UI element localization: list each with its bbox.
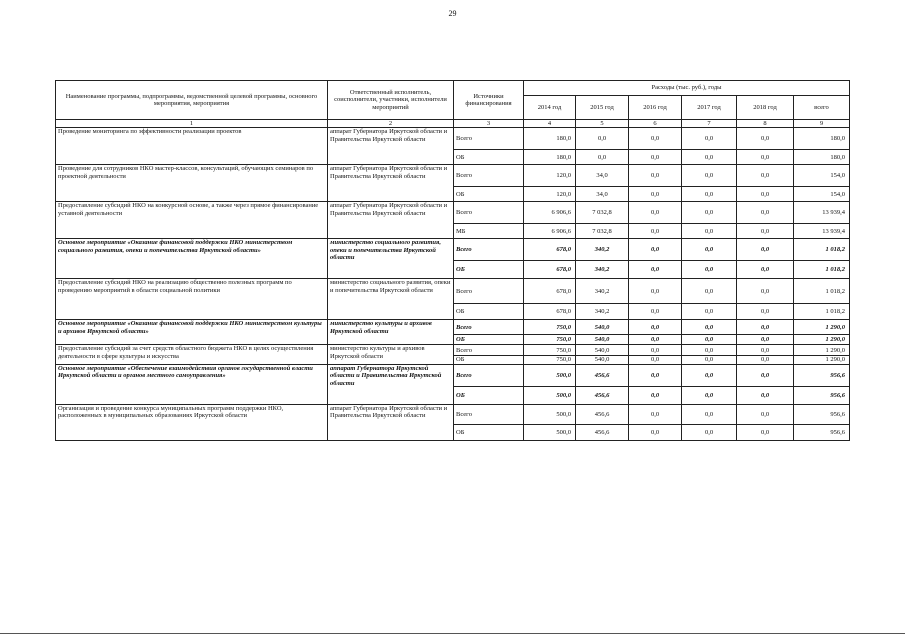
year-value: 500,0 [524, 364, 576, 386]
funding-source: Всего [454, 345, 524, 356]
year-value: 0,0 [682, 261, 737, 279]
year-value: 0,0 [737, 364, 794, 386]
year-value: 750,0 [524, 345, 576, 356]
header-expenses: Расходы (тыс. руб.), годы [524, 81, 850, 96]
total-value: 13 939,4 [794, 224, 850, 239]
responsible-executor: министерство культуры и архивов Иркутской области [328, 320, 454, 345]
year-value: 0,0 [629, 424, 682, 440]
year-value: 0,0 [629, 165, 682, 187]
funding-source: Всего [454, 279, 524, 304]
year-value: 0,0 [682, 320, 737, 335]
column-index: 6 [629, 120, 682, 128]
year-value: 0,0 [737, 128, 794, 150]
year-value: 456,6 [576, 404, 629, 424]
year-value: 0,0 [682, 345, 737, 356]
year-value: 0,0 [737, 187, 794, 202]
year-value: 340,2 [576, 304, 629, 320]
activity-name: Предоставление субсидий НКО на конкурсной основе, а также через прямое финансирование уставной деятельности [56, 202, 328, 239]
total-value: 1 290,0 [794, 320, 850, 335]
year-value: 340,2 [576, 261, 629, 279]
total-value: 13 939,4 [794, 202, 850, 224]
funding-source: ОБ [454, 424, 524, 440]
funding-source: Всего [454, 239, 524, 261]
responsible-executor: министерство социального развития, опеки и попечительства Иркутской области [328, 239, 454, 279]
table-row [56, 202, 850, 224]
page-number: 29 [448, 9, 457, 18]
year-value: 0,0 [629, 345, 682, 356]
table-row [56, 279, 850, 304]
total-value: 1 018,2 [794, 239, 850, 261]
year-value: 0,0 [737, 150, 794, 165]
column-index-row [56, 120, 850, 128]
responsible-executor: министерство культуры и архивов Иркутской области [328, 345, 454, 364]
funding-source: Всего [454, 320, 524, 335]
year-value: 0,0 [737, 424, 794, 440]
year-value: 0,0 [629, 320, 682, 335]
year-value: 0,0 [737, 386, 794, 404]
activity-name: Предоставление субсидий НКО на реализацию общественно полезных программ по проведению мероприятий в области социальной политики [56, 279, 328, 320]
year-value: 0,0 [629, 364, 682, 386]
year-value: 0,0 [682, 356, 737, 364]
year-value: 0,0 [629, 404, 682, 424]
activity-name: Основное мероприятие «Оказание финансовой поддержки НКО министерством культуры и архивов Иркутской области» [56, 320, 328, 345]
year-value: 0,0 [737, 304, 794, 320]
year-value: 0,0 [737, 261, 794, 279]
funding-source: ОБ [454, 261, 524, 279]
header-year: 2014 год [524, 96, 576, 120]
year-value: 540,0 [576, 345, 629, 356]
year-value: 456,6 [576, 424, 629, 440]
year-value: 540,0 [576, 320, 629, 335]
responsible-executor: аппарат Губернатора Иркутской области и Правительства Иркутской области [328, 165, 454, 202]
header-year: 2018 год [737, 96, 794, 120]
year-value: 0,0 [737, 202, 794, 224]
activity-name: Организация и проведение конкурса муниципальных программ поддержки НКО, расположенных в муниципальных образованиях Иркутской области [56, 404, 328, 440]
year-value: 0,0 [682, 386, 737, 404]
year-value: 0,0 [682, 165, 737, 187]
year-value: 0,0 [682, 335, 737, 345]
year-value: 0,0 [682, 304, 737, 320]
year-value: 540,0 [576, 335, 629, 345]
year-value: 540,0 [576, 356, 629, 364]
year-value: 0,0 [682, 202, 737, 224]
column-index: 5 [576, 120, 629, 128]
total-value: 180,0 [794, 150, 850, 165]
year-value: 0,0 [629, 224, 682, 239]
year-value: 0,0 [682, 128, 737, 150]
page-bottom-edge [0, 633, 905, 634]
year-value: 180,0 [524, 128, 576, 150]
total-value: 154,0 [794, 165, 850, 187]
year-value: 750,0 [524, 320, 576, 335]
year-value: 0,0 [682, 239, 737, 261]
year-value: 0,0 [737, 279, 794, 304]
year-value: 456,6 [576, 386, 629, 404]
funding-source: ОБ [454, 187, 524, 202]
year-value: 0,0 [682, 187, 737, 202]
year-value: 0,0 [629, 304, 682, 320]
column-index: 8 [737, 120, 794, 128]
table-row [56, 345, 850, 356]
total-value: 1 290,0 [794, 345, 850, 356]
year-value: 120,0 [524, 165, 576, 187]
funding-source: ОБ [454, 386, 524, 404]
year-value: 7 032,8 [576, 202, 629, 224]
year-value: 0,0 [629, 239, 682, 261]
header-total: всего [794, 96, 850, 120]
responsible-executor: аппарат Губернатора Иркутской области и Правительства Иркутской области [328, 202, 454, 239]
year-value: 0,0 [629, 356, 682, 364]
year-value: 678,0 [524, 304, 576, 320]
table-row [56, 128, 850, 150]
year-value: 0,0 [682, 364, 737, 386]
header-name: Наименование программы, подпрограммы, ведомственной целевой программы, основного мероприятия, мероприятия [56, 81, 328, 120]
column-index: 2 [328, 120, 454, 128]
year-value: 0,0 [629, 335, 682, 345]
year-value: 180,0 [524, 150, 576, 165]
table-body [56, 81, 850, 441]
expenses-table [55, 80, 850, 441]
year-value: 500,0 [524, 386, 576, 404]
responsible-executor: министерство социального развития, опеки и попечительства Иркутской области [328, 279, 454, 320]
funding-source: ОБ [454, 304, 524, 320]
header-year: 2015 год [576, 96, 629, 120]
year-value: 0,0 [682, 224, 737, 239]
year-value: 6 906,6 [524, 202, 576, 224]
funding-source: ОБ [454, 150, 524, 165]
year-value: 0,0 [629, 386, 682, 404]
header-year: 2016 год [629, 96, 682, 120]
year-value: 678,0 [524, 279, 576, 304]
funding-source: Всего [454, 165, 524, 187]
column-index: 9 [794, 120, 850, 128]
year-value: 34,0 [576, 187, 629, 202]
activity-name: Проведение для сотрудников НКО мастер-классов, консультаций, обучающих семинаров по проектной деятельности [56, 165, 328, 202]
year-value: 0,0 [576, 150, 629, 165]
year-value: 0,0 [682, 424, 737, 440]
activity-name: Проведение мониторинга по эффективности реализации проектов [56, 128, 328, 165]
year-value: 0,0 [737, 165, 794, 187]
year-value: 0,0 [576, 128, 629, 150]
year-value: 120,0 [524, 187, 576, 202]
year-value: 0,0 [682, 279, 737, 304]
total-value: 154,0 [794, 187, 850, 202]
table-row [56, 404, 850, 424]
year-value: 0,0 [737, 224, 794, 239]
funding-source: ОБ [454, 356, 524, 364]
year-value: 750,0 [524, 356, 576, 364]
total-value: 1 018,2 [794, 279, 850, 304]
year-value: 0,0 [737, 239, 794, 261]
year-value: 0,0 [737, 335, 794, 345]
table-row [56, 364, 850, 386]
column-index: 1 [56, 120, 328, 128]
responsible-executor: аппарат Губернатора Иркутской области и Правительства Иркутской области [328, 404, 454, 440]
year-value: 0,0 [629, 279, 682, 304]
header-year: 2017 год [682, 96, 737, 120]
funding-source: Всего [454, 404, 524, 424]
year-value: 678,0 [524, 239, 576, 261]
year-value: 0,0 [629, 150, 682, 165]
funding-source: Всего [454, 202, 524, 224]
year-value: 0,0 [682, 150, 737, 165]
year-value: 0,0 [737, 320, 794, 335]
year-value: 750,0 [524, 335, 576, 345]
column-index: 3 [454, 120, 524, 128]
year-value: 0,0 [629, 261, 682, 279]
header-responsible: Ответственный исполнитель, соисполнители, участники, исполнители мероприятий [328, 81, 454, 120]
responsible-executor: аппарат Губернатора Иркутской области и Правительства Иркутской области [328, 364, 454, 404]
activity-name: Предоставление субсидий за счет средств областного бюджета НКО в целях осуществления деятельности в сфере культуры и искусства [56, 345, 328, 364]
total-value: 1 018,2 [794, 304, 850, 320]
column-index: 4 [524, 120, 576, 128]
year-value: 6 906,6 [524, 224, 576, 239]
total-value: 180,0 [794, 128, 850, 150]
funding-source: ОБ [454, 335, 524, 345]
activity-name: Основное мероприятие «Обеспечение взаимодействия органов государственной власти Иркутской области и органов местного самоуправления» [56, 364, 328, 404]
year-value: 340,2 [576, 239, 629, 261]
responsible-executor: аппарат Губернатора Иркутской области и Правительства Иркутской области [328, 128, 454, 165]
year-value: 340,2 [576, 279, 629, 304]
year-value: 34,0 [576, 165, 629, 187]
total-value: 1 018,2 [794, 261, 850, 279]
funding-source: Всего [454, 128, 524, 150]
table-row [56, 320, 850, 335]
activity-name: Основное мероприятие «Оказание финансовой поддержки НКО министерством социального развития, опеки и попечительства Иркутской области» [56, 239, 328, 279]
year-value: 0,0 [629, 128, 682, 150]
total-value: 956,6 [794, 404, 850, 424]
year-value: 0,0 [629, 202, 682, 224]
funding-source: Всего [454, 364, 524, 386]
total-value: 956,6 [794, 386, 850, 404]
year-value: 500,0 [524, 404, 576, 424]
header-sources: Источники финансирования [454, 81, 524, 120]
year-value: 0,0 [629, 187, 682, 202]
year-value: 0,0 [682, 404, 737, 424]
total-value: 956,6 [794, 424, 850, 440]
total-value: 956,6 [794, 364, 850, 386]
table-row [56, 239, 850, 261]
funding-source: МБ [454, 224, 524, 239]
total-value: 1 290,0 [794, 356, 850, 364]
year-value: 678,0 [524, 261, 576, 279]
year-value: 7 032,8 [576, 224, 629, 239]
column-index: 7 [682, 120, 737, 128]
year-value: 0,0 [737, 356, 794, 364]
table-row [56, 165, 850, 187]
year-value: 0,0 [737, 345, 794, 356]
total-value: 1 290,0 [794, 335, 850, 345]
year-value: 456,6 [576, 364, 629, 386]
year-value: 500,0 [524, 424, 576, 440]
year-value: 0,0 [737, 404, 794, 424]
